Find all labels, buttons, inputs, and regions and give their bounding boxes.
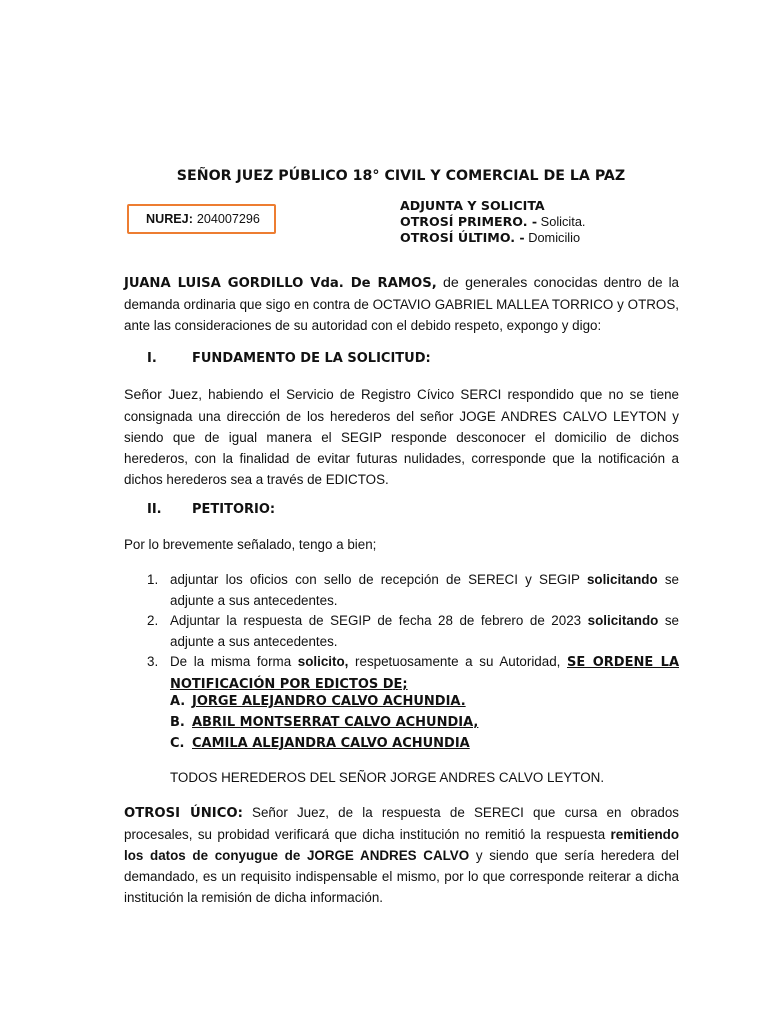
list-item-1-pre: adjuntar los oficios con sello de recepción de SERECI y SEGIP [170,572,587,587]
subitem-a-letter: A. [170,694,186,709]
sumilla-line-1: ADJUNTA Y SOLICITA [400,198,545,213]
list-item-3-number: 3. [147,654,159,669]
list-item-2-post: se adjunte a sus antecedentes. [170,613,679,649]
list-item-1-post: se adjunte a sus antecedentes. [170,572,679,608]
nurej-value: 204007296 [196,212,260,226]
list-item-3-pre: De la misma forma [170,654,298,669]
list-item-1-number: 1. [147,572,159,587]
nurej-label: NUREJ: [146,212,193,226]
nurej-box [127,204,276,234]
section-1-number: I. [147,351,157,366]
otrosi-paragraph [124,802,679,908]
petitorio-closing: TODOS HEREDEROS DEL SEÑOR JORGE ANDRES CALVO LEYTON. [170,770,605,785]
list-item-3-post: respetuosamente a su Autoridad, [348,654,568,669]
list-item-2-bold: solicitando [587,613,659,628]
list-item-2-text [170,610,679,652]
list-item-3 [147,651,679,695]
subitem-c-letter: C. [170,736,185,751]
otrosi-bold: remitiendo los datos de conyugue de JORGE ANDRES CALVO [124,827,679,863]
sumilla [400,198,586,246]
list-item-1-bold: solicitando [586,572,658,587]
section-1-text: , habiendo el Servicio de Registro Cívico SERCI respondido que no se tiene consignada una dirección de los herederos del señor JOGE ANDRES CALVO LEYTON y siendo que de igual manera el SEGIP responde desconocer el domicilio de dichos herederos, con la finalidad de evitar futuras nulidades, corresponde que la notificación a dichos herederos sea a través de EDICTOS. [124,387,679,487]
sumilla-line-3 [400,230,586,246]
subitem-a-name: JORGE ALEJANDRO CALVO ACHUNDIA. [192,694,466,709]
list-item-3-bold-underline: SE ORDENE LA NOTIFICACIÓN POR EDICTOS DE; [170,655,680,692]
list-item-2 [147,610,679,652]
section-1-body [124,384,679,490]
section-2-title: PETITORIO: [192,502,276,517]
court-heading: SEÑOR JUEZ PÚBLICO 18° CIVIL Y COMERCIAL DE LA PAZ [176,168,626,184]
subitem-c [170,736,470,751]
list-item-1-text [170,569,679,611]
list-item-2-number: 2. [147,613,159,628]
otrosi-text-b: y siendo que sería heredera del demandado, es un requisito indispensable el mismo, por lo que corresponde reiterar a dicha institución la remisión de dicha información. [124,848,679,905]
subitem-c-name: CAMILA ALEJANDRA CALVO ACHUNDIA [192,736,470,751]
intro-paragraph [124,272,679,336]
sumilla-line-2 [400,214,586,230]
sumilla-line-2-text: Solicita. [537,214,586,229]
list-item-2-pre: Adjuntar la respuesta de SEGIP de fecha 28 de febrero de 2023 [170,613,588,628]
intro-text-a: de generales conocidas [436,275,598,291]
subitem-a [170,694,466,709]
otrosi-label: OTROSI ÚNICO: [124,806,243,821]
section-2-heading [147,502,275,517]
section-1-title: FUNDAMENTO DE LA SOLICITUD: [192,351,431,366]
intro-text-b: dentro de la demanda ordinaria que sigo en contra de OCTAVIO GABRIEL MALLEA TORRICO y OTROS, ante las consideraciones de su autoridad con el debido respeto, expongo y digo: [124,275,679,333]
otrosi-text-a: Señor Juez, de la respuesta de SERECI que cursa en obrados procesales, su probidad verificará que dicha institución no remitió la respuesta [124,805,679,842]
subitem-b-letter: B. [170,715,185,730]
sumilla-line-3-text: Domicilio [524,230,581,245]
subitem-b [170,715,478,730]
list-item-3-text [170,651,679,695]
section-2-number: II. [147,502,162,517]
subitem-b-name: ABRIL MONTSERRAT CALVO ACHUNDIA, [192,715,479,730]
petitorio-intro: Por lo brevemente señalado, tengo a bien; [124,537,377,552]
plaintiff-name: JUANA LUISA GORDILLO Vda. De RAMOS, [124,276,437,291]
list-item-3-bold: solicito, [297,654,349,669]
section-1-lead: Señor Juez [124,387,199,403]
sumilla-line-2-bold: OTROSÍ PRIMERO. - [400,214,538,229]
list-item-1 [147,569,679,611]
section-1-heading [147,351,431,366]
sumilla-line-3-bold: OTROSÍ ÚLTIMO. - [400,230,525,245]
